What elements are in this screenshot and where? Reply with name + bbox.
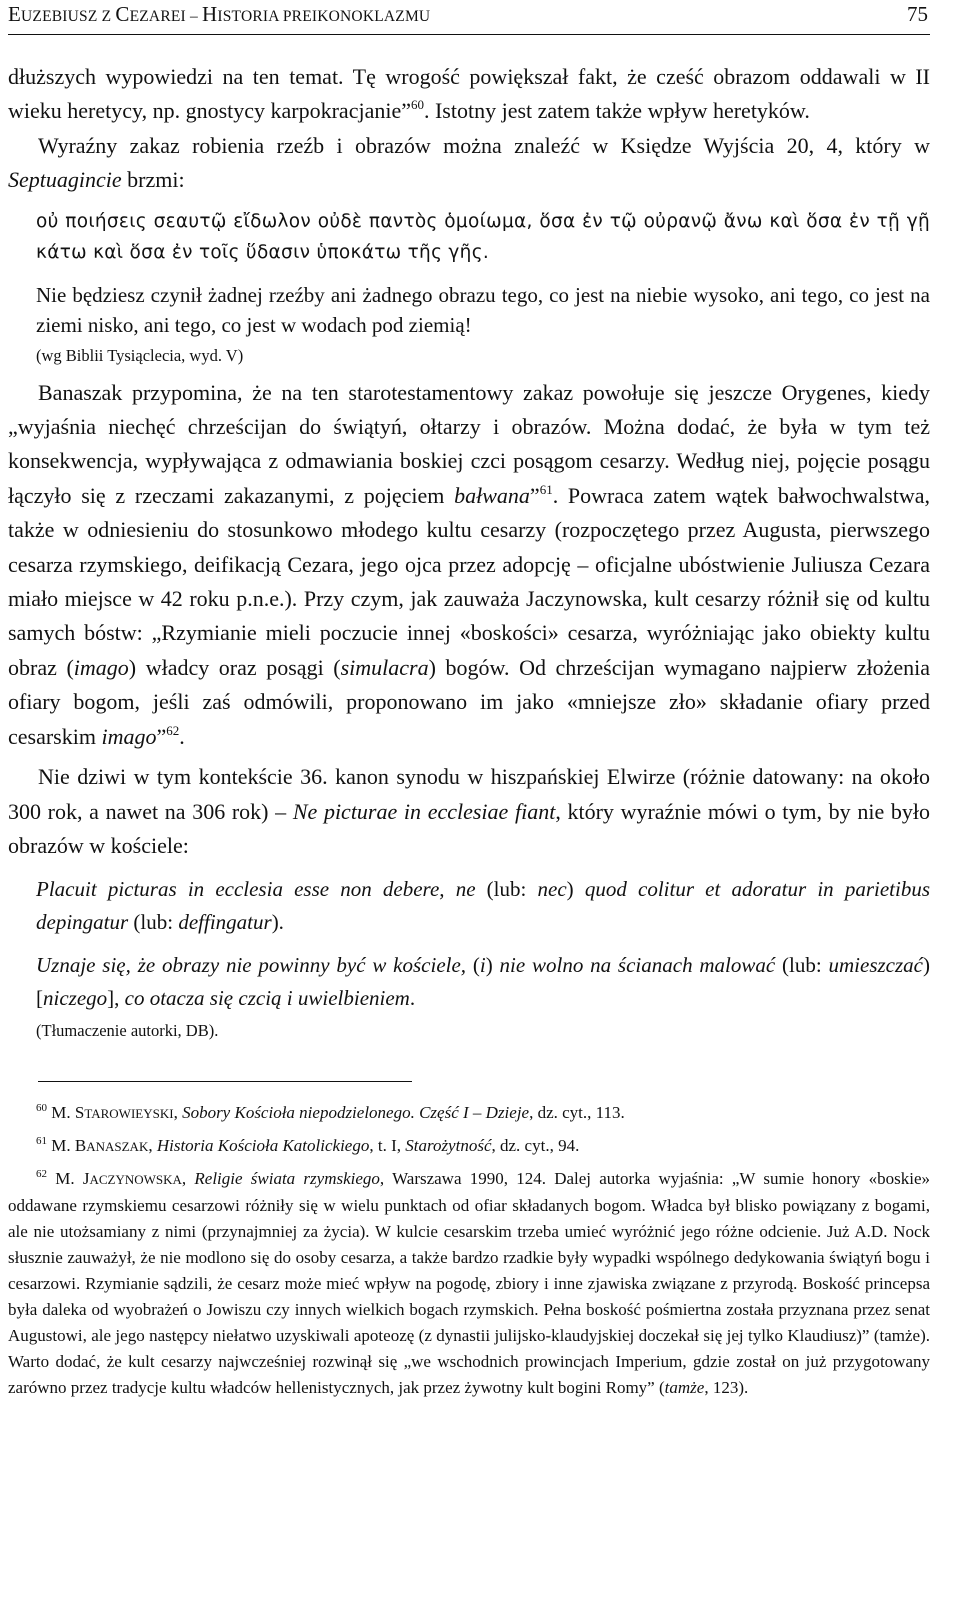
greek-quotation: οὐ ποιήσεις σεαυτῷ εἴδωλον οὐδὲ παντὸς ὁμοίωμα, ὅσα ἐν τῷ οὐρανῷ ἄνω καὶ ὅσα ἐν τῇ γῇ κάτω καὶ ὅσα ἐν τοῖς ὕδασιν ὑποκάτω τῆς γῆς.: [36, 210, 930, 263]
translation-source: (wg Biblii Tysiąclecia, wyd. V): [36, 345, 244, 365]
paragraph-2: Wyraźny zakaz robienia rzeźb i obrazów można znaleźć w Księdze Wyjścia 20, 4, który w Septuagincie brzmi:: [8, 132, 930, 193]
latin-canon: Placuit picturas in ecclesia esse non debere, ne (lub: nec) quod colitur et adoratur in parietibus depingatur (lub: deffingatur).: [36, 877, 931, 935]
running-title: EUZEBIUSZ Z CEZAREI – HISTORIA PREIKONOKLAZMU: [8, 2, 431, 26]
polish-translation: Nie będziesz czynił żadnej rzeźby ani żadnego obrazu tego, co jest na niebie wysoko, ani tego, co jest na ziemi nisko, ani tego, co jest w wodach pod ziemią!: [36, 282, 930, 337]
footnote-60: $^{60}$ M. STAROWIEYSKI, Sobory Kościoła niepodzielonego. Część I – Dzieje, dz. cyt., 113.: [36, 1102, 625, 1123]
paragraph-3: Banaszak przypomina, że na ten starotestamentowy zakaz powołuje się jeszcze Orygenes, kiedy „wyjaśnia niechęć chrześcijan do świątyń, ołtarzy i obrazów. Można dodać, że była w tym też konsekwencja, wypływająca z odmawiania boskiej czci posągom cesarzy. Według niej, pojęcie posągu łączyło się z rzeczami zakazanymi, z pojęciem bałwana”$^{61}$. Powraca zatem wątek bałwochwalstwa, także w odniesieniu do stosunkowo młodego kultu cesarzy (rozpoczętego przez Augusta, pierwszego cesarza rzymskiego, deifikacją Cezara, jego ojca przez adopcję – oficjalne ubóstwienie Juliusza Cezara miało miejsce w 42 roku p.n.e.). Przy czym, jak zauważa Jaczynowska, kult cesarzy różnił się od kultu samych bóstw: „Rzymianie mieli poczucie innej «boskości» cesarza, wyróżniając jako obiekty kultu obraz (imago) władcy oraz posągi (simulacra) bogów. Od chrześcijan wymagano najpierw złożenia ofiary bogom, jeśli zaś odmówili, proponowano im jako «mniejsze zło» składanie ofiary przed cesarskim imago”$^{62}$.: [8, 379, 931, 749]
footnote-62: $^{62}$ M. JACZYNOWSKA, Religie świata rzymskiego, Warszawa 1990, 124. Dalej autorka wyjaśnia: „W sumie honory «boskie» oddawane rzymskiemu cesarzowi różniły się w wielu punktach od ofiar składanych bogom. Władca był blisko powiązany z bogami, ale nie utożsamiany z nimi (przynajmniej za życia). W kulcie cesarskim trzeba umieć wyróżnić jego różne odcienie. Już A.D. Nock słusznie zauważył, że nie modlono się do osoby cesarza, a także bardzo rzadkie były wypadki wspólnego dedykowania świątyń bogu i cesarzowi. Rzymianie sądzili, że cesarz może mieć wpływ na pogodę, zbiory i inne zjawiska związane z przyrodą. Boskość princepsa była daleka od wyobrażeń o Jowiszu czy innych wielkich bogach rzymskich. Pełna boskość pośmiertna została przyznana przez senat Augustowi, ale jego następcy niełatwo uzyskiwali apoteozę (z dynastii julijsko-klaudyjskiej doczekał się jej tylko Klaudiusz)” (tamże). Warto dodać, że kult cesarzy najwcześniej rozwinął się „we wschodnich prowincjach Imperium, gdzie został on już przygotowany zarówno przez tradycje kultu władców hellenistycznych, jak przez żywotny kult bogini Romy” (tamże, 123).: [8, 1168, 931, 1398]
footnote-ref-60[interactable]: 60: [410, 97, 424, 113]
page-body: [8, 60, 930, 1401]
paragraph-1: dłuższych wypowiedzi na ten temat. Tę wrogość powiększał fakt, że cześć obrazom oddawali w II wieku heretycy, np. gnostycy karpokracjanie”$^{60}$. Istotny jest zatem także wpływ heretyków.: [8, 64, 930, 124]
footnote-separator: [38, 1081, 412, 1082]
canon-translation: Uznaje się, że obrazy nie powinny być w kościele, (i) nie wolno na ścianach malować (lub: umieszczać) [niczego], co otacza się czcią i uwielbieniem.: [36, 953, 930, 1011]
page-number: 75: [907, 2, 928, 26]
footnote-ref-61[interactable]: 61: [539, 481, 553, 497]
running-header: [8, 0, 930, 35]
paragraph-4: Nie dziwi w tym kontekście 36. kanon synodu w hiszpańskiej Elwirze (różnie datowany: na około 300 rok, a nawet na 306 rok) – Ne picturae in ecclesiae fiant, który wyraźnie mówi o tym, by nie było obrazów w kościele:: [8, 764, 930, 858]
footnote-ref-62[interactable]: 62: [166, 722, 180, 738]
footnote-61: $^{61}$ M. BANASZAK, Historia Kościoła Katolickiego, t. I, Starożytność, dz. cyt., 94.: [36, 1135, 580, 1156]
translation-author: (Tłumaczenie autorki, DB).: [36, 1021, 219, 1041]
